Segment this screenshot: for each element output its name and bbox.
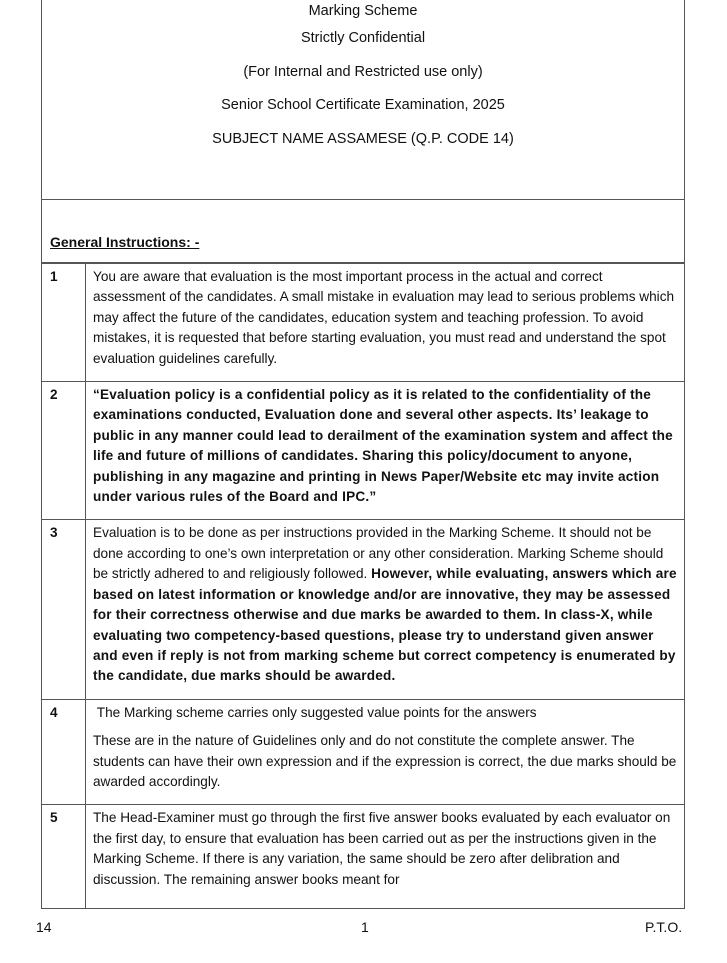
general-instructions-heading: General Instructions: - [50,234,200,250]
page-number: 1 [361,919,369,935]
pto-label: P.T.O. [645,919,683,935]
paragraph: You are aware that evaluation is the most important process in the actual and correct assessment of the candidates. A small mistake in evaluation may lead to serious problems which may affect the future of the candidates, education system and teaching profession. To avoid mistakes, it is requested that before starting evaluation, you must read and understand the spot evaluation guidelines carefully. [93,269,675,366]
subject-name: SUBJECT NAME ASSAMESE (Q.P. CODE 14) [212,130,514,147]
header-box [41,0,685,200]
instruction-number: 3 [42,520,86,699]
instruction-text [86,699,685,805]
instruction-text [86,382,685,520]
instructions-table [41,263,685,909]
paragraph: The Head-Examiner must go through the first five answer books evaluated by each evaluator on the first day, to ensure that evaluation has been carried out as per the instructions given in the Marking Scheme. If there is any variation, the same should be zero after delibration and discussion. The remaining answer books meant for [93,810,671,887]
exam-name: Senior School Certificate Examination, 2025 [221,97,505,113]
plain-text: Evaluation is to be done as per instructions provided in the Marking Scheme. It should not be done according to one’s own interpretation or any other consideration. Marking Scheme should be strictly adhered to and religiously followed. [93,525,664,582]
table-row [42,520,685,699]
table-row [42,699,685,805]
instruction-number: 4 [42,699,86,805]
general-instructions-row [41,200,685,263]
paragraph: “Evaluation policy is a confidential policy as it is related to the confidentiality of the examinations conducted, Evaluation done and several other aspects. Its’ leakage to public in any manner could lead to derailment of the examination system and affect the life and future of millions of candidates. Sharing this policy/document to anyone, publishing in any magazine and printing in News Paper/Website etc may invite action under various rules of the Board and IPC.” [93,387,673,505]
paragraph: The Marking scheme carries only suggested value points for the answers [93,704,537,720]
instruction-text [86,520,685,699]
table-row [42,264,685,382]
instruction-number: 1 [42,264,86,382]
instruction-number: 5 [42,805,86,909]
paragraph: These are in the nature of Guidelines only and do not constitute the complete answer. The students can have their own expression and if the expression is correct, the due marks should be awarded accordingly. [93,733,677,789]
instruction-text [86,805,685,909]
instruction-number: 2 [42,382,86,520]
bold-text: However, while evaluating, answers which are based on latest information or knowledge and/or are innovative, they may be assessed for their correctness otherwise and due marks be awarded to them. In class-X, while evaluating two competency-based questions, please try to understand given answer and even if reply is not from marking scheme but correct competency is enumerated by the candidate, due marks should be awarded. [93,566,677,684]
paragraph [93,523,677,686]
instruction-text [86,264,685,382]
confidential-label: Strictly Confidential [300,30,426,46]
table-row [42,805,685,909]
table-row [42,382,685,520]
doc-title: Marking Scheme [308,3,418,19]
qp-code: 14 [36,919,52,935]
restricted-use-label: (For Internal and Restricted use only) [243,63,483,80]
marking-scheme-page [41,0,685,909]
